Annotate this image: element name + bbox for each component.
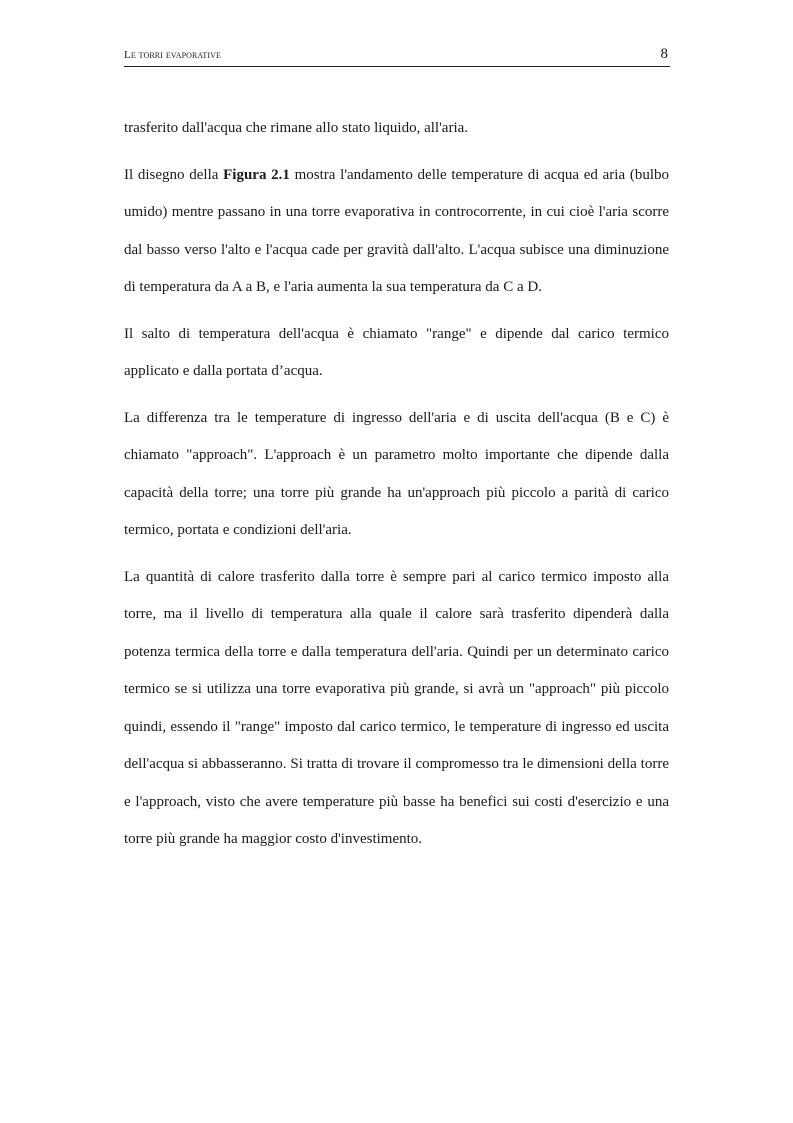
figure-reference: Figura 2.1 <box>223 166 290 183</box>
page-number: 8 <box>660 46 668 62</box>
running-header <box>124 46 670 66</box>
body-text <box>124 110 669 868</box>
paragraph-4: La differenza tra le temperature di ingresso dell'aria e di uscita dell'acqua (B e C) è chiamato "approach". L'approach è un parametro molto importante che dipende dalla capacità della torre; una torre più grande ha un'approach più piccolo a parità di carico termico, portata e condizioni dell'aria. <box>124 409 669 538</box>
paragraph-2 <box>124 157 669 307</box>
chapter-title: Le torri evaporative <box>124 49 222 61</box>
paragraph-2-intro: Il disegno della <box>124 166 224 183</box>
paragraph-2-body: mostra l'andamento delle temperature di acqua ed aria (bulbo umido) mentre passano in una torre evaporativa in controcorrente, in cui cioè l'aria scorre dal basso verso l'alto e l'acqua cade per gravità dall'alto. L'acqua subisce una diminuzione di temperatura da A a B, e l'aria aumenta la sua temperatura da C a D. <box>124 166 669 295</box>
header-divider <box>124 66 670 67</box>
paragraph-5: La quantità di calore trasferito dalla torre è sempre pari al carico termico imposto alla torre, ma il livello di temperatura alla quale il calore sarà trasferito dipenderà dalla potenza termica della torre e dalla temperatura dell'aria. Quindi per un determinato carico termico se si utilizza una torre evaporativa più grande, si avrà un "approach" più piccolo quindi, essendo il "range" imposto dal carico termico, le temperature di ingresso ed uscita dell'acqua si abbasseranno. Si tratta di trovare il compromesso tra le dimensioni della torre e l'approach, visto che avere temperature più basse ha benefici sui costi d'esercizio e una torre più grande ha maggior costo d'investimento. <box>124 568 669 847</box>
paragraph-3: Il salto di temperatura dell'acqua è chiamato "range" e dipende dal carico termico applicato e dalla portata d’acqua. <box>124 325 669 379</box>
paragraph-1: trasferito dall'acqua che rimane allo stato liquido, all'aria. <box>124 120 469 136</box>
